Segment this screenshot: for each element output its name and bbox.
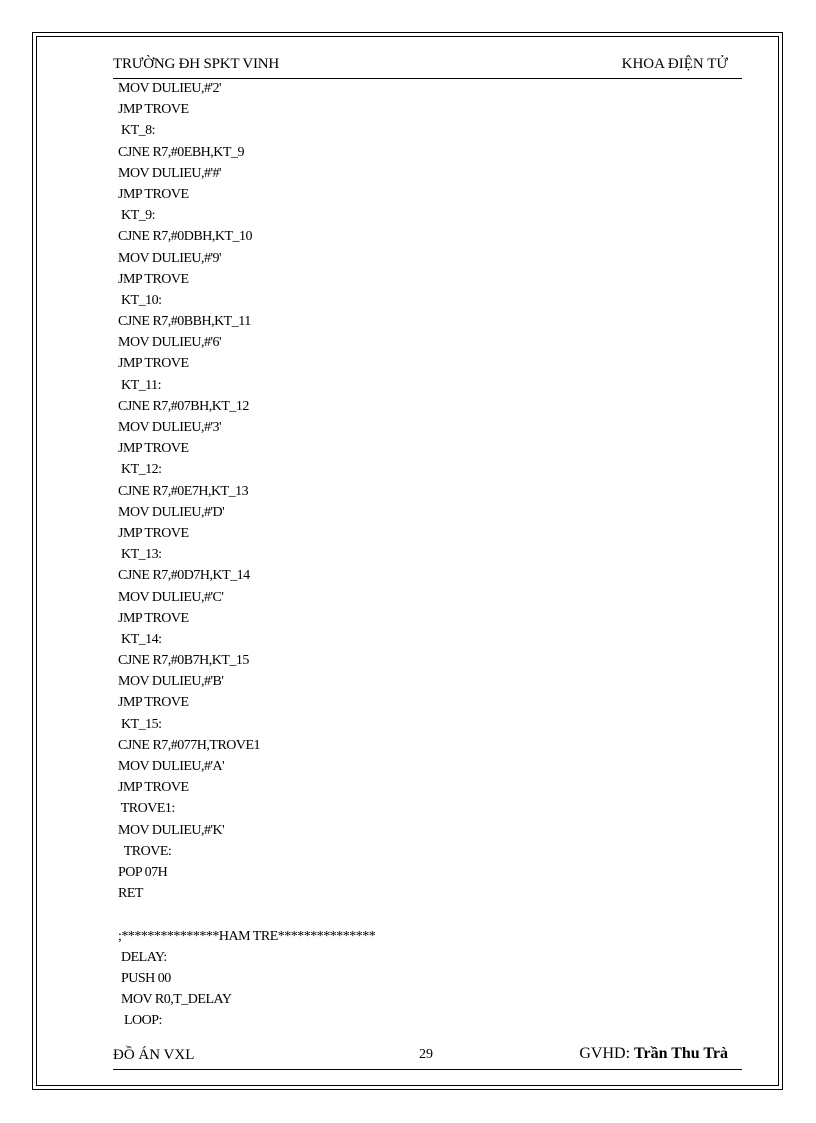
code-line: JMP TROVE — [118, 695, 189, 711]
page-footer — [113, 1045, 742, 1070]
code-line: MOV DULIEU,#'A' — [118, 759, 225, 774]
code-line: MOV DULIEU,#'3' — [118, 420, 222, 435]
code-line: JMP TROVE — [118, 441, 189, 457]
code-line: JMP TROVE — [118, 356, 189, 372]
code-line: CJNE R7,#0EBH,KT_9 — [118, 144, 244, 160]
code-line: MOV DULIEU,#'K' — [118, 822, 225, 838]
code-line: CJNE R7,#0DBH,KT_10 — [118, 229, 253, 245]
code-line: KT_11: — [118, 377, 162, 393]
code-line: CJNE R7,#0D7H,KT_14 — [118, 568, 250, 584]
code-line — [118, 904, 718, 925]
code-line: KT_12: — [118, 462, 162, 478]
header-faculty: KHOA ĐIỆN TỬ — [621, 56, 728, 72]
code-line: TROVE: — [118, 843, 172, 859]
code-line: MOV DULIEU,#'6' — [118, 335, 222, 351]
code-line: JMP TROVE — [118, 271, 189, 287]
code-listing — [118, 78, 718, 1031]
footer-supervisor — [579, 1045, 728, 1063]
page-header — [113, 56, 742, 79]
code-line: MOV DULIEU,#'#' — [118, 165, 222, 181]
code-line: CJNE R7,#0E7H,KT_13 — [118, 483, 249, 499]
code-line: MOV DULIEU,#'9' — [118, 250, 222, 266]
code-line: JMP TROVE — [118, 186, 189, 202]
supervisor-label: GVHD: — [579, 1045, 635, 1062]
code-line: CJNE R7,#0B7H,KT_15 — [118, 653, 249, 669]
code-line: LOOP: — [118, 1013, 162, 1029]
code-line: JMP TROVE — [118, 525, 189, 541]
footer-project: ĐỒ ÁN VXL — [113, 1047, 195, 1063]
code-line: DELAY: — [118, 949, 167, 965]
code-line: POP 07H — [118, 864, 168, 880]
code-line: KT_15: — [118, 716, 162, 732]
code-line: MOV R0,T_DELAY — [118, 992, 232, 1008]
code-line: KT_10: — [118, 292, 162, 308]
code-line: CJNE R7,#077H,TROVE1 — [118, 737, 261, 753]
supervisor-name: Trần Thu Trà — [634, 1045, 728, 1062]
code-line: KT_8: — [118, 123, 156, 139]
page-number: 29 — [419, 1047, 433, 1062]
code-line: MOV DULIEU,#'C' — [118, 589, 224, 605]
code-line: MOV DULIEU,#'D' — [118, 504, 225, 520]
code-line: CJNE R7,#07BH,KT_12 — [118, 398, 249, 414]
code-line: KT_13: — [118, 547, 162, 563]
code-line: KT_14: — [118, 631, 162, 647]
code-line: JMP TROVE — [118, 102, 189, 118]
code-line: TROVE1: — [118, 801, 175, 817]
code-line: KT_9: — [118, 208, 156, 224]
code-line: MOV DULIEU,#'2' — [118, 81, 222, 96]
code-line: RET — [118, 886, 143, 902]
code-line: JMP TROVE — [118, 610, 189, 626]
code-line: CJNE R7,#0BBH,KT_11 — [118, 314, 251, 330]
code-line: ;***************HAM TRE*************** — [118, 928, 376, 944]
header-school: TRƯỜNG ĐH SPKT VINH — [113, 56, 280, 72]
code-line: JMP TROVE — [118, 780, 189, 796]
code-line: PUSH 00 — [118, 970, 171, 986]
code-line: MOV DULIEU,#'B' — [118, 674, 224, 690]
